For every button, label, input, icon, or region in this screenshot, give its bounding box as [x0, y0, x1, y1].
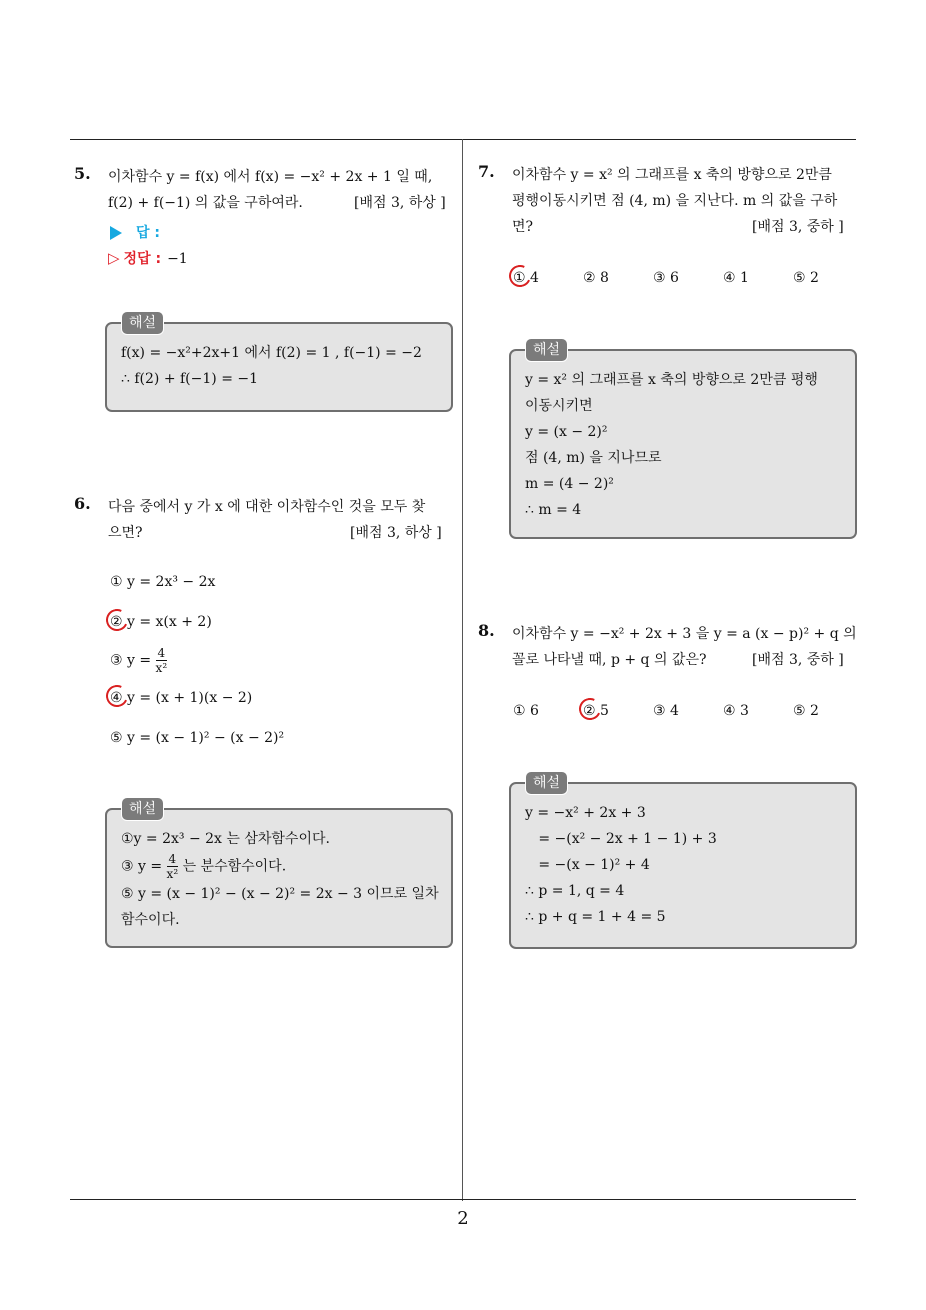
question-line: 평행이동시키면 점 (4, m) 을 지난다. m 의 값을 구하: [512, 193, 838, 209]
solution-line: ⑤ y = (x − 1)² − (x − 2)² = 2x − 3 이므로 일차: [121, 886, 439, 902]
correct-answer-row: [108, 248, 188, 268]
question-line: 꼴로 나타낼 때, p + q 의 값은?: [512, 652, 707, 668]
choice-2[interactable]: ② 5: [583, 703, 609, 719]
question-line: 으면?: [108, 525, 143, 541]
question-number: 6.: [74, 494, 91, 513]
solution-tag: 해설: [121, 797, 164, 821]
question-6: [74, 494, 458, 554]
solution-tag: 해설: [525, 338, 568, 362]
question-number: 5.: [74, 164, 91, 183]
solution-line: 점 (4, m) 을 지나므로: [525, 450, 662, 466]
solution-tag: 해설: [121, 311, 164, 335]
column-divider: [462, 139, 463, 1201]
solution-line: m = (4 − 2)²: [525, 476, 614, 492]
solution-line: ∴ f(2) + f(−1) = −1: [121, 371, 259, 387]
bottom-rule: [70, 1199, 856, 1200]
solution-box-6: [105, 801, 453, 948]
choice-2[interactable]: ② y = x(x + 2): [110, 614, 212, 630]
choice-4[interactable]: ④ 3: [723, 703, 749, 719]
choice-2[interactable]: ② 8: [583, 270, 609, 286]
solution-line: ∴ p = 1, q = 4: [525, 883, 625, 899]
solution-line: y = (x − 2)²: [525, 424, 608, 440]
question-line: 다음 중에서 y 가 x 에 대한 이차함수인 것을 모두 찾: [108, 499, 426, 515]
solution-line: ∴ p + q = 1 + 4 = 5: [525, 909, 666, 925]
numerator: 4: [168, 852, 177, 866]
question-8: [478, 621, 862, 681]
question-line: 이차함수 y = x² 의 그래프를 x 축의 방향으로 2만큼: [512, 167, 832, 183]
solution-line: 이동시키면: [525, 398, 593, 414]
score-label: [배점 3, 중하 ]: [752, 219, 844, 235]
solution-line: = −(x − 1)² + 4: [525, 857, 650, 873]
solution-box-5: [105, 315, 453, 412]
question-5: [74, 164, 458, 284]
score-label: [배점 3, 하상 ]: [354, 195, 446, 211]
correct-value: −1: [167, 251, 188, 267]
choice-4[interactable]: ④ 1: [723, 270, 749, 286]
solution-line: y = x² 의 그래프를 x 축의 방향으로 2만큼 평행: [525, 372, 818, 388]
choice-1[interactable]: ① 4: [513, 270, 539, 286]
solution-line: 함수이다.: [121, 912, 180, 928]
question-number: 7.: [478, 162, 495, 181]
answer-label: 답 :: [136, 225, 160, 241]
page-number: 2: [457, 1208, 469, 1229]
solution-line: f(x) = −x²+2x+1 에서 f(2) = 1 , f(−1) = −2: [121, 345, 422, 361]
choice-label: ③ y =: [110, 652, 152, 669]
fraction: [167, 852, 179, 881]
choice-1[interactable]: ① y = 2x³ − 2x: [110, 574, 216, 590]
solution-line: y = −x² + 2x + 3: [525, 805, 646, 821]
choice-4[interactable]: ④ y = (x + 1)(x − 2): [110, 690, 253, 706]
score-label: [배점 3, 하상 ]: [350, 525, 442, 541]
choice-5[interactable]: ⑤ 2: [793, 703, 819, 719]
question-line: f(2) + f(−1) 의 값을 구하여라.: [108, 195, 303, 211]
solution-line: [121, 852, 437, 881]
choice-3[interactable]: ③ 4: [653, 703, 679, 719]
denominator: x²: [166, 867, 179, 881]
solution-line: = −(x² − 2x + 1 − 1) + 3: [525, 831, 717, 847]
score-label: [배점 3, 중하 ]: [752, 652, 844, 668]
choice-1[interactable]: ① 6: [513, 703, 539, 719]
solution-line: ∴ m = 4: [525, 502, 582, 518]
question-line: 이차함수 y = f(x) 에서 f(x) = −x² + 2x + 1 일 때,: [108, 169, 433, 185]
question-line: 이차함수 y = −x² + 2x + 3 을 y = a (x − p)² + q 의: [512, 626, 857, 642]
triangle-outline-icon: ▷: [108, 249, 120, 267]
solution-box-8: [509, 775, 857, 949]
numerator: 4: [157, 646, 166, 660]
question-number: 8.: [478, 621, 495, 640]
solution-box-7: [509, 342, 857, 539]
choice-3[interactable]: [110, 646, 167, 675]
choice-5[interactable]: ⑤ y = (x − 1)² − (x − 2)²: [110, 730, 285, 746]
play-icon: [110, 226, 122, 240]
question-7: [478, 162, 862, 242]
choice-5[interactable]: ⑤ 2: [793, 270, 819, 286]
question-line: 면?: [512, 219, 534, 235]
solution-text: ③ y =: [121, 858, 163, 875]
solution-tag: 해설: [525, 771, 568, 795]
solution-line: ①y = 2x³ − 2x 는 삼차함수이다.: [121, 831, 330, 847]
correct-label: 정답 :: [123, 251, 162, 267]
denominator: x²: [155, 661, 168, 675]
fraction: [156, 646, 168, 675]
top-rule: [70, 139, 856, 140]
choice-3[interactable]: ③ 6: [653, 270, 679, 286]
answer-row: [110, 222, 160, 242]
solution-text: 는 분수함수이다.: [182, 858, 287, 875]
